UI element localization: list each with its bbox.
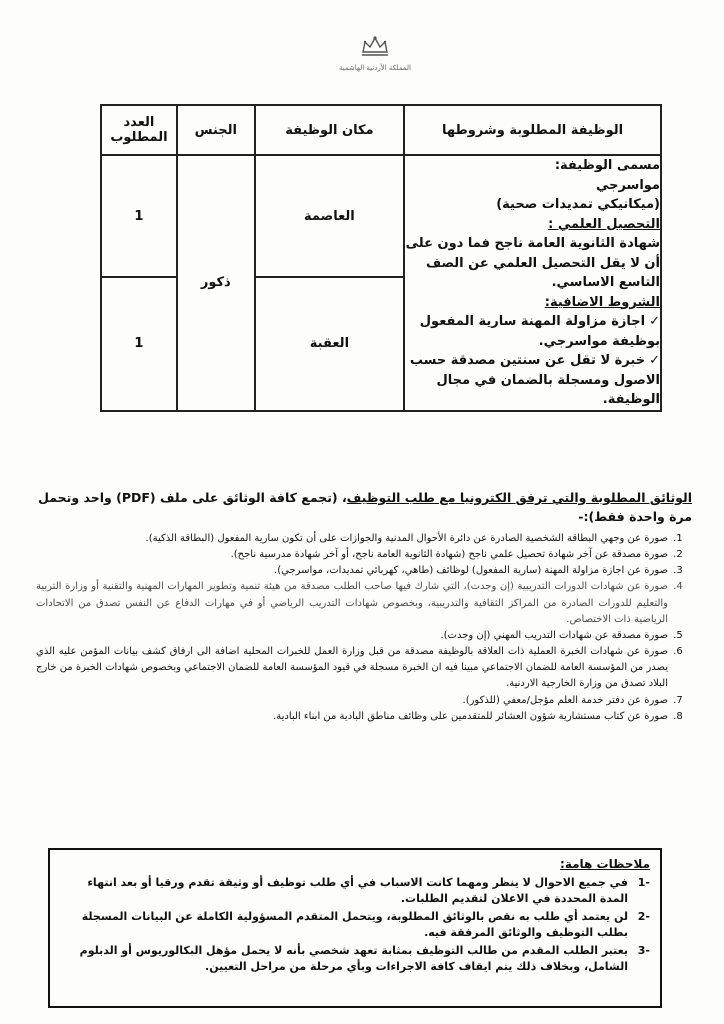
notes-title: ملاحظات هامة: xyxy=(560,857,650,871)
additional-condition-2-text: خبرة لا تقل عن سنتين مصدقة حسب الاصول ومسجلة بالضمان في مجال الوظيفة. xyxy=(409,353,660,407)
note-number: -2 xyxy=(637,910,650,924)
gender-cell: ذكور xyxy=(177,155,255,411)
documents-heading xyxy=(36,488,692,527)
list-item: 6. صورة عن شهادات الخبرة العملية ذات العلاقة بالوظيفة مصدقة من قبل وزارة العمل للخبرات المحلية اضافة الى ارفاق كشف بيانات المؤمن عليه الذي يصدر من المؤسسة العامة للضمان الاجتماعي مبينا فيه ان الخبرة مسجلة في قيود المؤسسة العامة للضمان الاجتماعي وبخصوص شهادات الخبرة من خارج البلاد تصدق من وزارة الخارجية الاردنية. xyxy=(36,644,670,693)
list-item: 4. صورة عن شهادات الدورات التدريبية (إن وجدت)، التي شارك فيها صاحب الطلب مصدقة من هيئة تنمية وتطوير المهارات المهنية والتقنية أو وزارة التربية والتعليم للدورات الصادرة من المراكز الثقافية والتدريبية، وبخصوص شهادات التدريب الرياضي أو في مهارات الدفاع عن النفس تصدق من الاتحادات الرياضية ذات الاختصاص. xyxy=(36,579,670,628)
header-count: العدد المطلوب xyxy=(101,105,177,155)
header-gender: الجنس xyxy=(177,105,255,155)
letterhead xyxy=(330,34,420,72)
important-notes-box xyxy=(48,848,662,1008)
education-label: التحصيل العلمي : xyxy=(548,216,660,232)
count-aqaba: 1 xyxy=(101,277,177,411)
documents-list xyxy=(36,531,692,725)
list-item: 3. صورة عن اجازة مزاولة المهنة (سارية المفعول) لوظائف (طاهي، كهربائي تمديدات، مواسرجي). xyxy=(36,563,670,579)
note-number: -1 xyxy=(637,876,650,890)
job-title-detail: (ميكانيكي تمديدات صحية) xyxy=(496,197,660,212)
list-item: 1. صورة عن وجهي البطاقة الشخصية الصادرة عن دائرة الأحوال المدنية والجوازات على أن تكون سارية المفعول (البطاقة الذكية). xyxy=(36,531,670,547)
list-item: 2. صورة مصدقة عن آخر شهادة تحصيل علمي ناجح (شهادة الثانوية العامة ناجح، أو آخر شهادة مدرسية ناجح). xyxy=(36,547,670,563)
note-item xyxy=(60,875,650,907)
table-row xyxy=(101,155,661,277)
required-documents xyxy=(36,488,692,725)
royal-crown-emblem-icon xyxy=(357,34,393,58)
job-title-value: مواسرجي xyxy=(595,177,660,193)
job-table-header-row xyxy=(101,105,661,155)
list-item: 5. صورة مصدقة عن شهادات التدريب المهني (إن وجدت). xyxy=(36,628,670,644)
job-table xyxy=(100,104,662,412)
additional-condition-2 xyxy=(405,351,660,410)
note-item xyxy=(60,943,650,975)
additional-label: الشروط الاضافية: xyxy=(544,294,660,310)
header-job: الوظيفة المطلوبة وشروطها xyxy=(404,105,661,155)
education-text: شهادة الثانوية العامة ناجح فما دون على أن لا يقل التحصيل العلمي عن الصف التاسع الاساسي. xyxy=(405,236,660,290)
checkmark-icon: ✓ xyxy=(649,353,660,368)
documents-heading-underlined: الوثائق المطلوبة والتي ترفق الكترونيا مع طلب التوظيف xyxy=(346,490,692,505)
location-aqaba: العقبة xyxy=(255,277,404,411)
documents-heading-rest: ، (تجمع كافة الوثائق على ملف (PDF) واحد وتحمل مرة واحدة فقط):- xyxy=(38,490,692,525)
checkmark-icon: ✓ xyxy=(649,314,660,329)
note-item xyxy=(60,909,650,941)
location-capital: العاصمة xyxy=(255,155,404,277)
note-text: لن يعتمد أي طلب به نقص بالوثائق المطلوبة، ويتحمل المتقدم المسؤولية الكاملة عن البيانات المسجلة بطلب التوظيف والوثائق المرفقة فيه. xyxy=(81,910,628,940)
job-title-label: مسمى الوظيفة: xyxy=(554,158,660,173)
note-number: -3 xyxy=(637,944,650,958)
organization-name: المملكة الأردنية الهاشمية xyxy=(338,64,412,72)
list-item: 8. صورة عن كتاب مستشارية شؤون العشائر للمتقدمين على وظائف مناطق البادية من ابناء البادية. xyxy=(36,709,670,725)
header-location: مكان الوظيفة xyxy=(255,105,404,155)
count-capital: 1 xyxy=(101,155,177,277)
note-text: يعتبر الطلب المقدم من طالب التوظيف بمثابة تعهد شخصي بأنه لا يحمل مؤهل البكالوريوس أو الدبلوم الشامل، وبخلاف ذلك يتم ايقاف كافة الاجراءات وبأي مرحلة من مراحل التعيين. xyxy=(79,944,628,974)
additional-condition-1-text: اجازة مزاولة المهنة سارية المفعول بوظيفة مواسرجي. xyxy=(419,314,660,349)
additional-condition-1 xyxy=(405,312,660,351)
list-item: 7. صورة عن دفتر خدمة العلم مؤجل/معفي (للذكور). xyxy=(36,693,670,709)
job-conditions-cell xyxy=(404,155,661,411)
note-text: في جميع الاحوال لا ينظر ومهما كانت الاسباب في أي طلب توظيف أو وثيقة تقدم ورقيا أو بعد انتهاء المدة المحددة في الاعلان لتقديم الطلبات. xyxy=(87,876,628,906)
